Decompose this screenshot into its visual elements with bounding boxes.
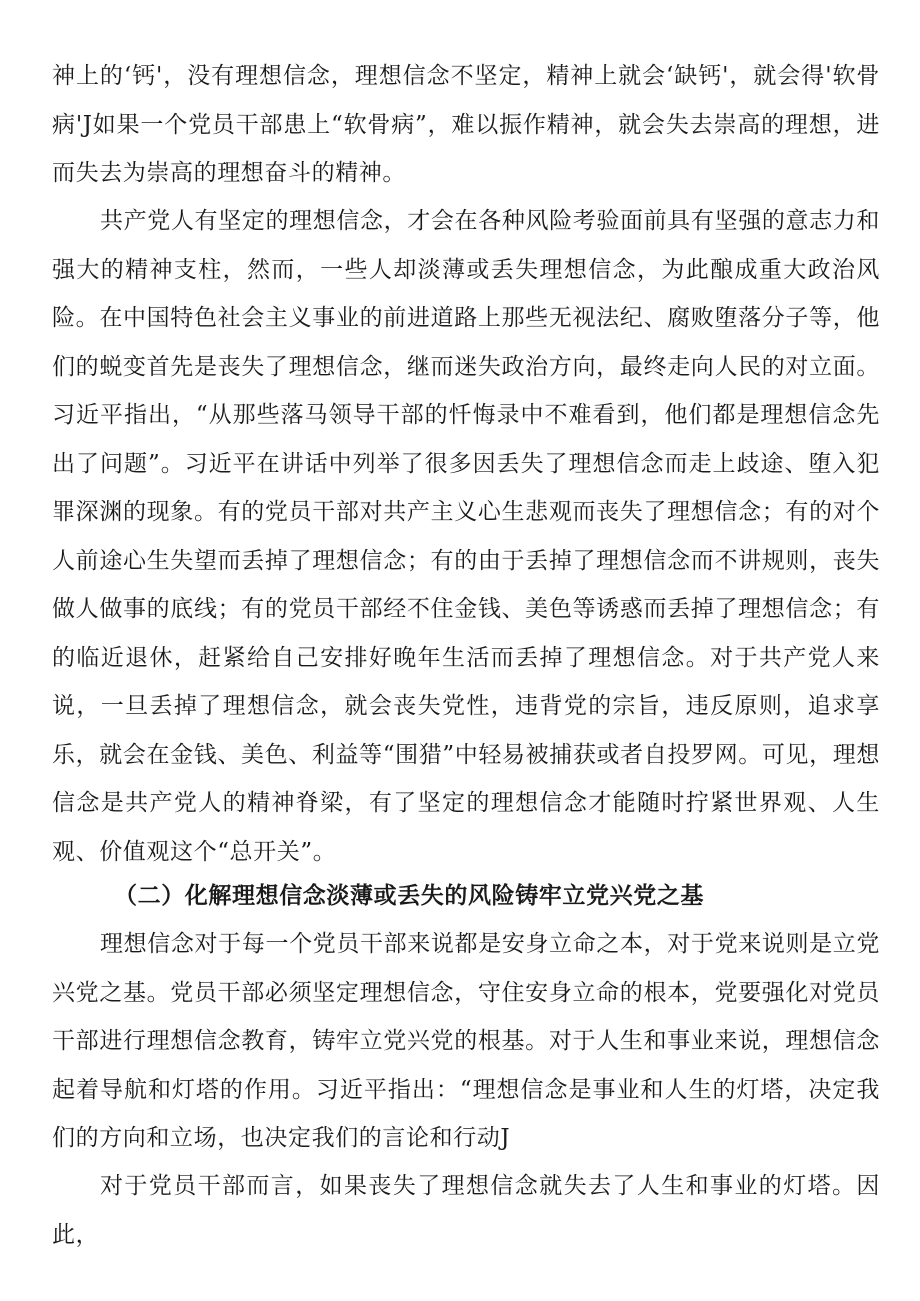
paragraph-1: 神上的‘钙'，没有理想信念，理想信念不坚定，精神上就会‘缺钙'，就会得'软骨病'J如果一个党员干部患上“软骨病”，难以振作精神，就会失去崇高的理想，进而失去为崇高的理想奋斗的精神。: [52, 63, 880, 186]
paragraph-3: 理想信念对于每一个党员干部来说都是安身立命之本，对于党来说则是立党兴党之基。党员干部必须坚定理想信念，守住安身立命的根本，党要强化对党员干部进行理想信念教育，铸牢立党兴党的根基。对于人生和事业来说，理想信念起着导航和灯塔的作用。习近平指出：“理想信念是事业和人生的灯塔，决定我们的方向和立场，也决定我们的言论和行动J: [52, 931, 880, 1151]
paragraph-2: 共产党人有坚定的理想信念，才会在各种风险考验面前具有坚强的意志力和强大的精神支柱，然而，一些人却淡薄或丢失理想信念，为此酿成重大政治风险。在中国特色社会主义事业的前进道路上那些无视法纪、腐败堕落分子等，他们的蜕变首先是丧失了理想信念，继而迷失政治方向，最终走向人民的对立面。习近平指出，“从那些落马领导干部的忏悔录中不难看到，他们都是理想信念先出了问题”。习近平在讲话中列举了很多因丢失了理想信念而走上歧途、堕入犯罪深渊的现象。有的党员干部对共产主义心生悲观而丧失了理想信念；有的对个人前途心生失望而丢掉了理想信念；有的由于丢掉了理想信念而不讲规则，丧失做人做事的底线；有的党员干部经不住金钱、美色等诱惑而丢掉了理想信念；有的临近退休，赶紧给自己安排好晚年生活而丢掉了理想信念。对于共产党人来说，一旦丢掉了理想信念，就会丧失党性，违背党的宗旨，违反原则，追求享乐，就会在金钱、美色、利益等“围猎”中轻易被捕获或者自投罗网。可见，理想信念是共产党人的精神脊梁，有了坚定的理想信念才能随时拧紧世界观、人生观、价值观这个“总开关”。: [52, 208, 880, 865]
paragraph-4: 对于党员干部而言，如果丧失了理想信念就失去了人生和事业的灯塔。因此，: [52, 1173, 880, 1248]
section-heading: （二）化解理想信念淡薄或丢失的风险铸牢立党兴党之基: [114, 882, 704, 909]
